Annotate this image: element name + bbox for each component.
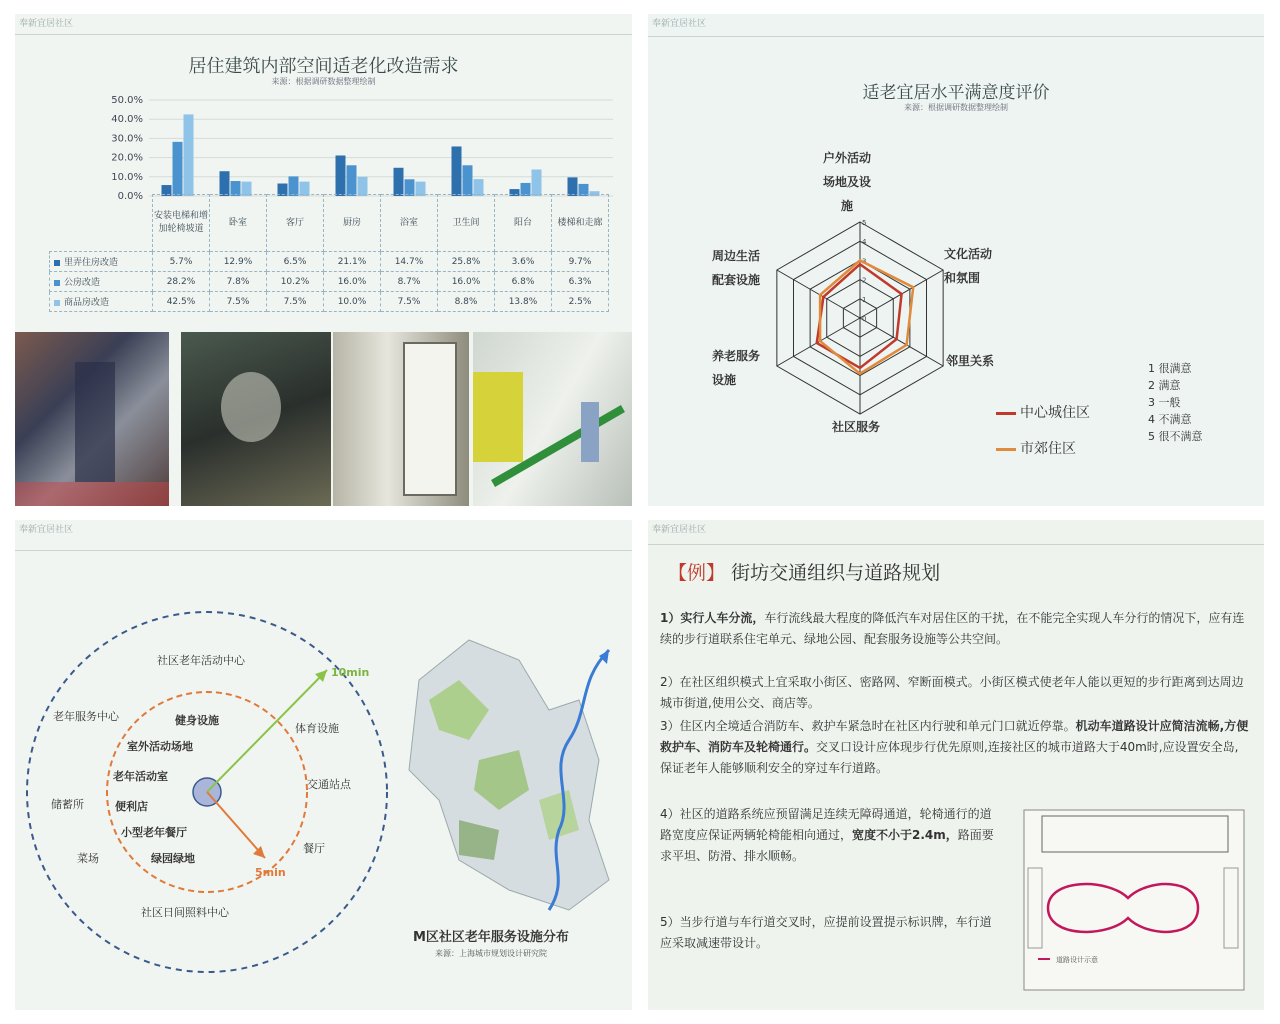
table-cell: 6.5% [267,252,324,272]
p1-text: 车行流线最大程度的降低汽车对居住区的干扰，在不能完全实现人车分行的情况下，应有连续的步行道联系住宅单元、绿地公园、配套服务设施等公共空间。 [660,611,1245,646]
p3-a: 3）住区内全境适合消防车、救护车紧急时在社区内行驶和单元门口就近停靠。 [660,719,1076,733]
slide-traffic-planning [648,520,1264,1010]
p3-b: 机动车道路设计应简洁流畅,方便救护车、消防车及轮椅通行。 [660,719,1249,754]
radar-axis [777,270,860,318]
photo-stairwell [15,332,169,506]
radar-tick-label: 1 [862,295,867,304]
bar [394,168,404,196]
inner-label: 便利店 [115,800,148,813]
scale-note: 1 很满意 [1148,362,1192,375]
radar-tick-label: 0 [862,315,867,323]
brand-label: 奉新宜居社区 [19,525,74,535]
legend-swatch-central [996,412,1016,415]
y-tick-label: 10.0% [111,171,143,183]
paragraph-5: 5）当步行道与车行道交叉时，应提前设置提示标识牌，车行道应采取减速带设计。 [660,915,992,950]
scale-notes [1148,360,1203,445]
legend-swatch-suburban [996,448,1016,451]
table-cell: 7.5% [210,292,267,312]
time-label-5min: 5min [255,866,286,879]
inner-label: 室外活动场地 [127,740,193,753]
y-tick-label: 20.0% [111,152,143,164]
table-cell: 8.7% [381,272,438,292]
table-cell: 5.7% [153,252,210,272]
brand-label: 奉新宜居社区 [652,19,707,29]
category-label: 客厅 [267,195,324,252]
y-tick-label: 50.0% [111,95,143,106]
bar [184,114,194,196]
scale-note: 5 很不满意 [1148,430,1203,443]
table-cell: 7.5% [267,292,324,312]
inner-label: 老年活动室 [113,770,168,783]
photo-yellow-wall [473,372,523,462]
table-corner [50,195,153,252]
table-cell: 7.5% [381,292,438,312]
category-label: 浴室 [381,195,438,252]
axis-label-line: 场地及设 [823,175,872,189]
table-cell: 16.0% [324,272,381,292]
table-header-row [50,195,609,252]
category-label: 卫生间 [438,195,495,252]
example-bracket: 【例】 [668,562,726,584]
paragraph-2: 2）在社区组织模式上宜采取小街区、密路网、窄断面模式。小街区模式使老年人能以更短的步行距离到达周边城市街道,使用公交、商店等。 [660,675,1244,710]
series-label: 商品房改造 [50,292,153,312]
bar [532,170,542,196]
outer-label: 储蓄所 [51,798,84,811]
y-tick-label: 0.0% [117,191,143,202]
axis-label-line: 户外活动 [823,151,872,165]
axis-label-line: 文化活动 [944,247,993,261]
paragraph-3 [660,716,1250,779]
slide-service-radius [15,520,632,1010]
outer-label: 社区日间照料中心 [141,906,229,919]
table-cell: 12.9% [210,252,267,272]
axis-label-line: 周边生活 [712,249,761,263]
legend-label: 中心城住区 [1020,405,1090,421]
p3-d: 保证老年人能够顺利安全的穿过车行道路。 [660,761,889,775]
axis-label-amenities [712,244,760,292]
section-title [668,558,940,585]
series-label: 公房改造 [50,272,153,292]
outer-label: 餐厅 [303,842,325,855]
table-row [50,292,609,312]
category-label: 安装电梯和增加轮椅坡道 [153,195,210,252]
outer-label: 老年服务中心 [53,710,119,723]
outer-label: 体育设施 [295,722,339,735]
p1-lead: 1）实行人车分流， [660,611,765,625]
bar [220,171,230,196]
inner-label: 绿园绿地 [151,852,195,865]
paragraph-4 [660,804,1000,867]
bar [347,165,357,196]
axis-label-line: 养老服务 [712,349,761,363]
table-cell: 14.7% [381,252,438,272]
axis-label-line: 和氛围 [944,271,981,285]
radar-tick-label: 4 [862,238,867,247]
photo-corridor [473,332,632,506]
photo-bathroom [181,332,331,506]
p3-c: 交叉口设计应体现步行优先原则,连接社区的城市道路大于40m时,应设置安全岛, [816,740,1239,754]
time-label-10min: 10min [331,666,370,679]
slide-radar-chart [648,14,1264,506]
y-tick-label: 30.0% [111,133,143,145]
p4-b: 轮椅通行的道路宽度应保证两辆轮椅能相向通过， [660,807,992,842]
inner-label: 小型老年餐厅 [121,826,187,839]
axis-label-neighbour: 邻里关系 [946,354,995,368]
bar [336,155,346,196]
district-map [399,620,629,920]
p4-c: 宽度不小于2.4m， [852,828,958,842]
outer-label: 菜场 [77,852,99,865]
category-label: 厨房 [324,195,381,252]
legend-line [1038,958,1050,960]
table-cell: 7.8% [210,272,267,292]
table-cell: 13.8% [495,292,552,312]
table-cell: 9.7% [552,252,609,272]
table-row [50,252,609,272]
outer-label: 社区老年活动中心 [157,654,245,667]
axis-label-culture [944,242,992,290]
category-label: 卧室 [210,195,267,252]
table-cell: 21.1% [324,252,381,272]
series-swatch [54,280,60,286]
brand-label: 奉新宜居社区 [19,19,74,29]
axis-label-community: 社区服务 [832,420,881,434]
header-divider [648,544,1264,545]
radar-tick-label: 3 [862,257,867,266]
category-label: 阳台 [495,195,552,252]
chart-source: 来源：根据调研数据整理绘制 [904,103,1008,112]
chart-source: 来源：根据调研数据整理绘制 [271,77,376,86]
table-cell: 42.5% [153,292,210,312]
arrow-5min [207,792,265,858]
table-cell: 8.8% [438,292,495,312]
map-caption: M区社区老年服务设施分布 [413,930,569,945]
scale-note: 2 满意 [1148,379,1181,392]
photo-rail [15,482,169,506]
table-cell: 3.6% [495,252,552,272]
table-cell: 6.8% [495,272,552,292]
photo-kitchen [333,332,469,506]
axis-label-outdoor [823,146,871,218]
site-legend-text: 道路设计示意 [1056,956,1098,964]
p4-a: 4）社区的道路系统应预留满足连续无障碍通道， [660,807,920,821]
photo-figure [75,362,115,482]
series-label: 里弄住房改造 [50,252,153,272]
title-text: 街坊交通组织与道路规划 [731,562,941,584]
legend-central [996,402,1090,422]
p4-d: 路面要求平坦、防滑、排水顺畅。 [660,828,994,863]
axis-label-line: 配套设施 [712,273,761,287]
chart-title: 居住建筑内部空间适老化改造需求 [188,56,459,77]
outer-label: 交通站点 [307,778,351,791]
scale-note: 3 一般 [1148,396,1181,409]
table-cell: 25.8% [438,252,495,272]
site-plan [1018,808,1250,994]
series-swatch [54,300,60,306]
bar [452,146,462,196]
brand-label: 奉新宜居社区 [652,525,707,535]
radar-tick-label: 5 [862,219,867,227]
photo-person [581,402,599,462]
series-swatch [54,260,60,266]
map-source: 来源：上海城市规划设计研究院 [435,949,547,958]
inner-label: 健身设施 [175,714,219,727]
bar [173,142,183,196]
slide-bar-chart [15,14,632,506]
table-cell: 16.0% [438,272,495,292]
axis-label-line: 设施 [712,373,737,387]
table-row [50,272,609,292]
chart-title: 适老宜居水平满意度评价 [862,83,1050,103]
legend-label: 市郊住区 [1020,441,1076,457]
category-label: 楼梯和走廊 [552,195,609,252]
bar [463,165,473,196]
table-cell: 10.2% [267,272,324,292]
table-cell: 6.3% [552,272,609,292]
axis-label-line: 施 [841,199,854,213]
scale-note: 4 不满意 [1148,413,1192,426]
photo-door [403,342,457,496]
photo-toilet [221,372,281,442]
data-table [49,194,609,312]
paragraph-1 [660,608,1250,650]
axis-label-elderly-service [712,344,760,392]
radar-tick-label: 2 [862,276,867,285]
legend-suburban [996,438,1076,458]
table-cell: 2.5% [552,292,609,312]
y-tick-label: 40.0% [111,114,143,126]
table-cell: 10.0% [324,292,381,312]
table-cell: 28.2% [153,272,210,292]
